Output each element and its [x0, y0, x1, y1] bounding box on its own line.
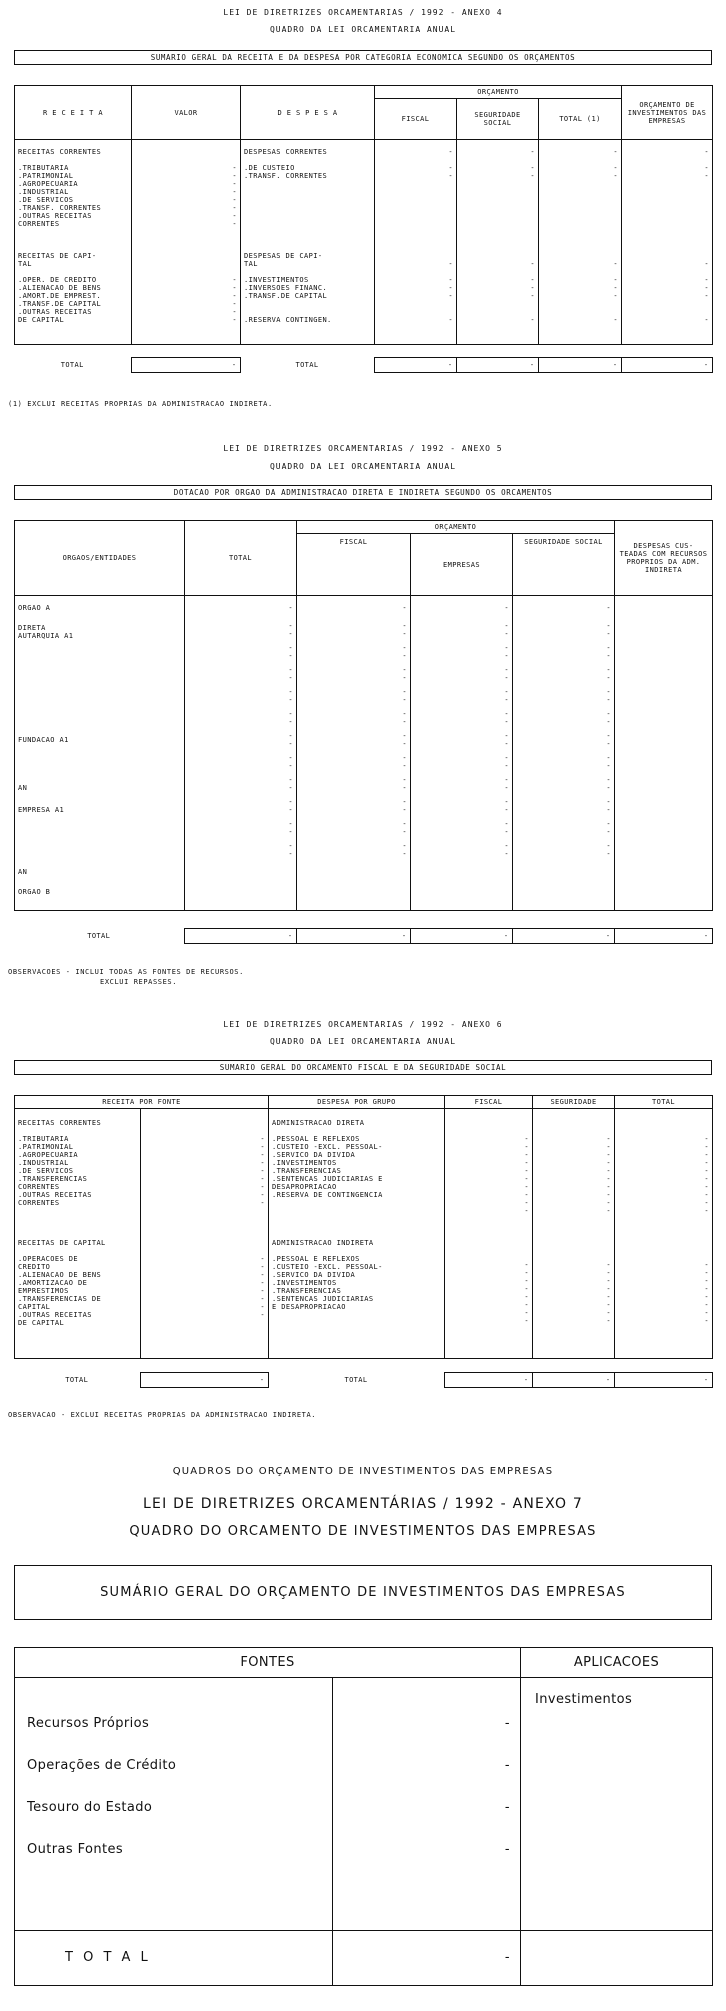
dash-cell: -: [524, 1135, 530, 1143]
total-label-despesa: TOTAL: [295, 361, 319, 369]
dash-cell: -: [606, 1269, 612, 1277]
dash-cell: [144, 1207, 265, 1239]
dash-cell: -: [606, 1151, 612, 1159]
dash-cell: -: [260, 1159, 266, 1167]
header-despesa: D E S P E S A: [241, 86, 375, 140]
dash-cell: -: [606, 798, 612, 806]
dash-cell: -: [288, 806, 293, 814]
dash-cell: -: [260, 1279, 266, 1287]
dash-cell: -: [606, 1277, 612, 1285]
dash-cell: -: [524, 1301, 530, 1309]
dash-cell: -: [288, 732, 293, 740]
dash-cell: -: [260, 1255, 266, 1263]
dash-cell: -: [606, 1175, 612, 1183]
dash-cell: [618, 1119, 709, 1127]
dash-cell: -: [704, 1191, 710, 1199]
dash-cell: -: [260, 1199, 266, 1207]
anexo4-footnote: (1) EXCLUI RECEITAS PROPRIAS DA ADMINISTRACAO INDIRETA.: [8, 400, 273, 408]
anexo6-subtitle: QUADRO DA LEI ORCAMENTARIA ANUAL: [269, 1037, 457, 1046]
dash-cell: -: [606, 842, 612, 850]
dash-cell: -: [524, 1191, 530, 1199]
dash-cell: -: [704, 1143, 710, 1151]
dash-cell: -: [260, 1287, 266, 1295]
header-fontes: FONTES: [15, 1648, 521, 1678]
dash-cell: -: [606, 1301, 612, 1309]
dash-cell: -: [402, 798, 407, 806]
dash-cell: -: [524, 1175, 530, 1183]
dash-cell: [618, 1253, 709, 1261]
fonte-recursos-proprios: Recursos Próprios: [27, 1716, 150, 1731]
dash-cell: -: [288, 820, 293, 828]
dash-cell: -: [606, 1159, 612, 1167]
dash-cell: -: [260, 1135, 266, 1143]
dash-cell: -: [288, 696, 293, 704]
header-valor: VALOR: [132, 86, 241, 140]
dash-cell: -: [288, 688, 293, 696]
dash-cell: -: [524, 1199, 530, 1207]
despesas-capital-list: DESPESAS DE CAPI- TAL .INVESTIMENTOS .INVERSOES FINANC. .TRANSF.DE CAPITAL .RESERVA CONTINGEN.: [244, 252, 332, 324]
dash-cell: -: [260, 1151, 266, 1159]
header-seguridade: SEGURIDADE: [533, 1096, 615, 1109]
dash-cell: [536, 1119, 611, 1127]
header-fiscal: FISCAL: [375, 99, 457, 140]
aplicacao-investimentos: Investimentos: [521, 1678, 713, 1931]
dash-cell: -: [504, 798, 509, 806]
dash-cell: -: [524, 1317, 530, 1325]
dash-cell: [516, 612, 611, 622]
dash-cell: -: [606, 666, 612, 674]
header-total: TOTAL: [615, 1096, 713, 1109]
total-label-despesa: TOTAL: [344, 1376, 368, 1384]
dash-cell: -: [606, 604, 612, 612]
anexo7-subtitle: QUADRO DO ORCAMENTO DE INVESTIMENTOS DAS EMPRESAS: [129, 1524, 597, 1539]
dash-cell: [618, 1215, 709, 1245]
anexo4-summary-box: SUMARIO GERAL DA RECEITA E DA DESPESA POR CATEGORIA ECONOMICA SEGUNDO OS ORÇAMENTOS: [14, 50, 712, 65]
dash-cell: -: [606, 1285, 612, 1293]
despesas-correntes-list: DESPESAS CORRENTES .DE CUSTEIO .TRANSF. CORRENTES: [244, 148, 328, 180]
dash-cell: [144, 1239, 265, 1247]
dash-cell: [144, 1247, 265, 1255]
dash-cell: -: [402, 776, 407, 784]
dash-cell: -: [260, 1271, 266, 1279]
dash-cell: [188, 612, 293, 622]
header-investimentos: ORÇAMENTO DE INVESTIMENTOS DAS EMPRESAS: [622, 86, 713, 140]
dash-cell: -: [606, 710, 612, 718]
dash-cell: -: [288, 652, 293, 660]
dash-cell: [300, 612, 407, 622]
receitas-capital-list: RECEITAS DE CAPITAL .OPERACOES DE CREDITO .ALIENACAO DE BENS .AMORTIZACAO DE EMPRESTIMOS .TRANSFERENCIAS DE CAPITAL .OUTRAS RECEITAS DE CAPITAL: [18, 1239, 106, 1327]
dash-cell: -: [402, 710, 407, 718]
header-aplicacoes: APLICACOES: [521, 1648, 713, 1678]
dash-cell: -: [504, 718, 509, 726]
dash-cell: -: [606, 630, 612, 638]
dash-cell: -: [288, 784, 293, 792]
dash-cell: [448, 1253, 529, 1261]
header-orcamento: ORÇAMENTO: [297, 521, 615, 534]
dash-cell: -: [704, 1183, 710, 1191]
dash-cell: -: [260, 1263, 266, 1271]
dash-cell: -: [704, 1159, 710, 1167]
anexo7-caption: QUADROS DO ORÇAMENTO DE INVESTIMENTOS DAS EMPRESAS: [172, 1466, 554, 1477]
header-total: TOTAL: [185, 521, 297, 596]
dash-cell: -: [288, 644, 293, 652]
dash-cell: -: [288, 604, 293, 612]
dash-cell: -: [402, 754, 407, 762]
dash-cell: -: [504, 842, 509, 850]
dash-cell: -: [606, 828, 612, 836]
total-dashes: [618, 1119, 709, 1325]
dash-cell: -: [704, 1285, 710, 1293]
dash-cell: -: [288, 718, 293, 726]
dash-cell: -: [504, 644, 509, 652]
dash-cell: -: [606, 688, 612, 696]
dash-cell: -: [260, 1167, 266, 1175]
dash-cell: -: [260, 1303, 266, 1311]
total-label: T O T A L: [15, 1931, 333, 1986]
dash-cell: -: [260, 1143, 266, 1151]
header-fiscal: FISCAL: [297, 534, 411, 596]
dash-cell: -: [504, 652, 509, 660]
dash-cell: [448, 1245, 529, 1253]
dash-cell: -: [402, 718, 407, 726]
dash-cell: -: [524, 1143, 530, 1151]
dash-cell: -: [704, 1151, 710, 1159]
receitas-correntes-list: RECEITAS CORRENTES .TRIBUTARIA .PATRIMONIAL .AGROPECUARIA .INDUSTRIAL .DE SERVICOS .TRANSF. CORRENTES .OUTRAS RECEITAS CORRENTES: [18, 148, 102, 228]
dash-cell: -: [402, 828, 407, 836]
dash-cell: [536, 1215, 611, 1245]
dash-cell: -: [606, 776, 612, 784]
seguridade-dashes: - - - - - - - -: [530, 148, 535, 324]
dash-cell: -: [704, 1207, 710, 1215]
dash-cell: -: [524, 1207, 530, 1215]
anexo5-title: LEI DE DIRETRIZES ORCAMENTARIAS / 1992 - ANEXO 5: [223, 444, 503, 453]
header-seguridade: SEGURIDADE SOCIAL: [457, 99, 539, 140]
dash-cell: -: [402, 696, 407, 704]
dash-cell: -: [288, 828, 293, 836]
fiscal-dashes: - - - - - - - -: [448, 148, 453, 324]
header-despesas-custeadas: DESPESAS CUS- TEADAS COM RECURSOS PROPRIOS DA ADM. INDIRETA: [615, 521, 713, 596]
header-orcamento: ORÇAMENTO: [375, 86, 622, 99]
dash-cell: -: [504, 828, 509, 836]
dash-cell: -: [260, 1311, 266, 1319]
dash-cell: [516, 858, 611, 864]
anexo6-observacao: OBSERVACAO - EXCLUI RECEITAS PROPRIAS DA ADMINISTRACAO INDIRETA.: [8, 1411, 317, 1419]
dash-cell: -: [288, 710, 293, 718]
dash-cell: -: [606, 1183, 612, 1191]
anexo4-total-row: TOTAL - TOTAL - - - -: [14, 357, 713, 373]
dash-cell: -: [606, 644, 612, 652]
receitas-capital-list: RECEITAS DE CAPI- TAL .OPER. DE CREDITO .ALIENACAO DE BENS .AMORT.DE EMPREST. .TRANSF.DE CAPITAL .OUTRAS RECEITAS DE CAPITAL: [18, 252, 102, 324]
dash-cell: -: [606, 1191, 612, 1199]
dash-cell: -: [288, 776, 293, 784]
anexo5-table: [14, 520, 713, 911]
dash-cell: -: [704, 1293, 710, 1301]
dash-cell: -: [704, 1301, 710, 1309]
investimentos-dashes: - - - - - - - -: [704, 148, 710, 324]
dash-cell: -: [504, 754, 509, 762]
dash-cell: [448, 1119, 529, 1127]
dash-cell: -: [402, 644, 407, 652]
dash-cell: -: [504, 806, 509, 814]
dash-cell: -: [524, 1151, 530, 1159]
dash-cell: -: [606, 732, 612, 740]
anexo5-observacoes: OBSERVACOES - INCLUI TODAS AS FONTES DE RECURSOS.: [8, 968, 244, 976]
dash-cell: -: [504, 688, 509, 696]
total-label: TOTAL: [87, 932, 111, 940]
dash-cell: -: [288, 674, 293, 682]
dash-cell: -: [606, 806, 612, 814]
dash-cell: -: [606, 850, 612, 858]
dash-cell: -: [524, 1277, 530, 1285]
dash-cell: -: [606, 1317, 612, 1325]
dash-cell: -: [504, 820, 509, 828]
dash-cell: [448, 1215, 529, 1245]
dash-cell: -: [504, 666, 509, 674]
dash-cell: -: [402, 622, 407, 630]
total-dashes: - - - - - - - -: [613, 148, 619, 324]
dash-cell: -: [260, 1191, 266, 1199]
dash-cell: -: [504, 710, 509, 718]
dash-cell: [618, 1245, 709, 1253]
dash-cell: -: [524, 1159, 530, 1167]
dash-cell: -: [402, 762, 407, 770]
anexo7-title: LEI DE DIRETRIZES ORCAMENTÁRIAS / 1992 - ANEXO 7: [143, 1496, 583, 1512]
header-seguridade: SEGURIDADE SOCIAL: [513, 534, 615, 596]
dash-cell: -: [288, 850, 293, 858]
dash-cell: -: [288, 740, 293, 748]
dash-cell: -: [524, 1261, 530, 1269]
dash-cell: -: [704, 1269, 710, 1277]
dash-cell: -: [402, 740, 407, 748]
dash-cell: [188, 858, 293, 864]
anexo7-summary-box: SUMÁRIO GERAL DO ORÇAMENTO DE INVESTIMENTOS DAS EMPRESAS: [14, 1565, 712, 1620]
dash-cell: -: [524, 1167, 530, 1175]
anexo6-title: LEI DE DIRETRIZES ORCAMENTARIAS / 1992 - ANEXO 6: [223, 1020, 503, 1029]
dash-cell: -: [402, 688, 407, 696]
total-label: TOTAL: [65, 1376, 89, 1384]
dash-cell: -: [524, 1309, 530, 1317]
dash-cell: -: [524, 1183, 530, 1191]
anexo7-table: FONTES APLICACOES Recursos Próprios Operações de Crédito Tesouro do Estado Outras Fontes - - - - Investimentos T O T A L -: [14, 1647, 713, 1986]
fonte-tesouro-estado: Tesouro do Estado: [27, 1800, 153, 1815]
fonte-outras-fontes: Outras Fontes: [27, 1842, 124, 1857]
header-empresas: EMPRESAS: [411, 534, 513, 596]
dash-cell: -: [524, 1285, 530, 1293]
dash-cell: -: [606, 674, 612, 682]
dash-cell: -: [606, 1261, 612, 1269]
dash-cell: -: [260, 1175, 266, 1183]
dash-cell: -: [606, 622, 612, 630]
dash-cell: -: [606, 1167, 612, 1175]
header-receita-fonte: RECEITA POR FONTE: [15, 1096, 269, 1109]
dash-cell: -: [402, 732, 407, 740]
dash-cell: -: [288, 754, 293, 762]
dash-cell: -: [402, 630, 407, 638]
dash-cell: [536, 1253, 611, 1261]
dash-cell: -: [704, 1167, 710, 1175]
header-receita: R E C E I T A: [15, 86, 132, 140]
anexo4-subtitle: QUADRO DA LEI ORCAMENTARIA ANUAL: [269, 25, 457, 34]
dash-cell: [144, 1127, 265, 1135]
valor-dashes: - - - - - - - - - - - - - -: [232, 164, 237, 324]
dash-cell: -: [606, 1309, 612, 1317]
dash-cell: -: [504, 630, 509, 638]
anexo6-table: [14, 1095, 713, 1359]
dash-cell: -: [524, 1269, 530, 1277]
adm-indireta-list: ADMINISTRACAO INDIRETA .PESSOAL E REFLEXOS .CUSTEIO -EXCL. PESSOAL- .SERVICO DA DIVIDA .INVESTIMENTOS .TRANSFERENCIAS .SENTENCAS JUDICIARIAS E DESAPROPRIACAO: [272, 1239, 383, 1311]
receitas-correntes-list: RECEITAS CORRENTES .TRIBUTARIA .PATRIMONIAL .AGROPECUARIA .INDUSTRIAL .DE SERVICOS .TRANSFERENCIAS CORRENTES .OUTRAS RECEITAS CORRENTES: [18, 1119, 102, 1207]
fiscal-dashes: [448, 1119, 529, 1325]
dash-cell: -: [288, 666, 293, 674]
dash-cell: -: [402, 820, 407, 828]
dash-cell: -: [402, 850, 407, 858]
dash-cell: [144, 1119, 265, 1127]
dash-cell: -: [704, 1277, 710, 1285]
dash-cell: -: [402, 806, 407, 814]
total-label: TOTAL: [60, 361, 84, 369]
dash-cell: -: [288, 630, 293, 638]
dash-cell: -: [606, 652, 612, 660]
anexo5-total-row: TOTAL - - - - -: [14, 928, 713, 944]
dash-cell: -: [260, 1295, 266, 1303]
dash-cell: -: [504, 776, 509, 784]
dash-cell: -: [606, 820, 612, 828]
fiscal-dashes: [300, 604, 407, 864]
dash-cell: -: [606, 1207, 612, 1215]
anexo5-subtitle: QUADRO DA LEI ORCAMENTARIA ANUAL: [269, 462, 457, 471]
dash-cell: [448, 1127, 529, 1135]
anexo6-total-row: TOTAL - TOTAL - - -: [14, 1372, 713, 1388]
dash-cell: -: [704, 1261, 710, 1269]
dash-cell: -: [606, 1293, 612, 1301]
dash-cell: -: [504, 784, 509, 792]
dash-cell: -: [504, 740, 509, 748]
dash-cell: -: [504, 762, 509, 770]
dash-cell: -: [288, 798, 293, 806]
header-despesa-grupo: DESPESA POR GRUPO: [269, 1096, 445, 1109]
orgaos-list: ORGAO A DIRETA AUTARQUIA A1 FUNDACAO A1 AN EMPRESA A1 AN ORGAO B: [18, 604, 74, 896]
header-orgaos: ORGAOS/ENTIDADES: [15, 521, 185, 596]
seguridade-dashes: [516, 604, 611, 864]
dash-cell: -: [704, 1135, 710, 1143]
dash-cell: -: [402, 784, 407, 792]
anexo6-summary-box: SUMARIO GERAL DO ORCAMENTO FISCAL E DA SEGURIDADE SOCIAL: [14, 1060, 712, 1075]
dash-cell: -: [524, 1293, 530, 1301]
dash-cell: -: [704, 1317, 710, 1325]
fonte-operacoes-credito: Operações de Crédito: [27, 1758, 177, 1773]
dash-cell: -: [402, 652, 407, 660]
dash-cell: -: [402, 842, 407, 850]
dash-cell: -: [606, 762, 612, 770]
dash-cell: [414, 858, 509, 864]
header-total: TOTAL (1): [539, 99, 622, 140]
dash-cell: -: [704, 1175, 710, 1183]
dash-cell: -: [606, 696, 612, 704]
adm-direta-list: ADMINISTRACAO DIRETA .PESSOAL E REFLEXOS .CUSTEIO -EXCL. PESSOAL- .SERVICO DA DIVIDA .INVESTIMENTOS .TRANSFERENCIAS .SENTENCAS JUDICIARIAS E DESAPROPRIACAO .RESERVA DE CONTINGENCIA: [272, 1119, 383, 1199]
dash-cell: -: [606, 718, 612, 726]
dash-cell: -: [606, 784, 612, 792]
anexo5-observacoes-2: EXCLUI REPASSES.: [100, 978, 178, 986]
header-fiscal: FISCAL: [445, 1096, 533, 1109]
dash-cell: [300, 858, 407, 864]
dash-cell: -: [504, 850, 509, 858]
dash-cell: -: [504, 604, 509, 612]
dash-cell: -: [402, 674, 407, 682]
dash-cell: [536, 1245, 611, 1253]
dash-cell: [618, 1127, 709, 1135]
dash-cell: [536, 1127, 611, 1135]
dash-cell: [414, 612, 509, 622]
dash-cell: -: [704, 1199, 710, 1207]
anexo4-title: LEI DE DIRETRIZES ORCAMENTARIAS / 1992 - ANEXO 4: [223, 8, 503, 17]
dash-cell: -: [606, 754, 612, 762]
dash-cell: -: [504, 696, 509, 704]
dash-cell: -: [606, 740, 612, 748]
anexo4-table: [14, 85, 713, 345]
dash-cell: -: [504, 732, 509, 740]
dash-cell: -: [288, 842, 293, 850]
dash-cell: -: [606, 1135, 612, 1143]
empresas-dashes: [414, 604, 509, 864]
dash-cell: -: [704, 1309, 710, 1317]
dash-cell: -: [504, 622, 509, 630]
dash-cell: -: [402, 666, 407, 674]
dash-cell: -: [288, 762, 293, 770]
dash-cell: -: [606, 1199, 612, 1207]
seguridade-dashes: [536, 1119, 611, 1325]
anexo5-summary-box: DOTACAO POR ORGAO DA ADMINISTRACAO DIRETA E INDIRETA SEGUNDO OS ORCAMENTOS: [14, 485, 712, 500]
dash-cell: -: [504, 674, 509, 682]
receita-valor-dashes: [144, 1119, 265, 1319]
dash-cell: -: [606, 1143, 612, 1151]
dash-cell: -: [288, 622, 293, 630]
dash-cell: -: [402, 604, 407, 612]
total-dashes: [188, 604, 293, 864]
dash-cell: -: [260, 1183, 266, 1191]
